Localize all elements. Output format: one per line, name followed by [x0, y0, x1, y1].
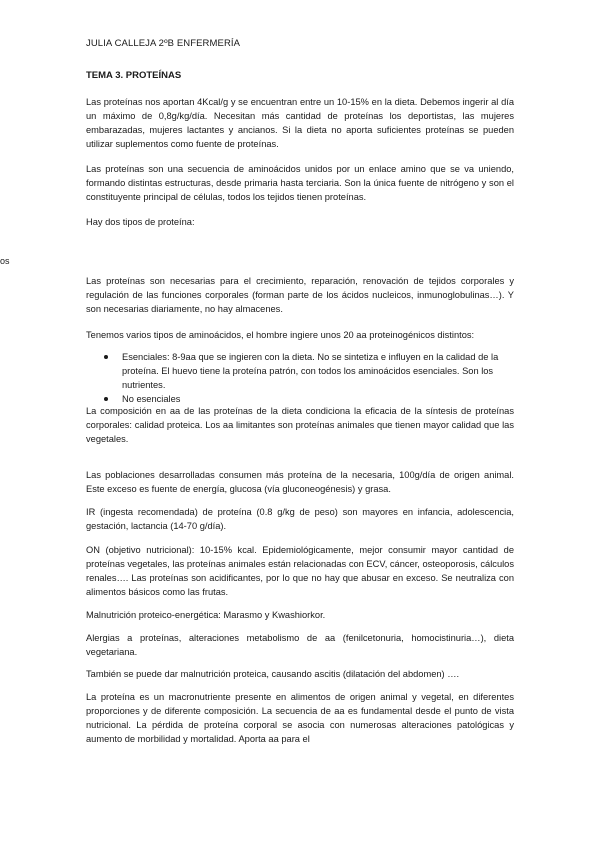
paragraph-amino-sequence: Las proteínas son una secuencia de aminoácidos unidos por un enlace amino que se va uniendo, formando distintas estructuras, desde primaria hasta terciaria. Son la única fuente de nitrógeno y son el constituyente principal de células, todos los tejidos tienen proteínas. [86, 164, 514, 202]
paragraph-malnutrition: Malnutrición proteico-energética: Marasmo y Kwashiorkor. [86, 610, 326, 620]
paragraph-recommended-intake: IR (ingesta recomendada) de proteína (0.8 g/kg de peso) son mayores en infancia, adolescencia, gestación, lactancia (14-70 g/día). [86, 507, 514, 531]
document-header: JULIA CALLEJA 2ºB ENFERMERÍA [86, 38, 241, 49]
section-title: TEMA 3. PROTEÍNAS [86, 70, 182, 81]
paragraph-composition: La composición en aa de las proteínas de la dieta condiciona la eficacia de la síntesis de proteínas corporales: calidad proteica. Los aa limitantes son proteínas animales que tienen mayor calidad que las vegetales. [86, 406, 514, 444]
amino-acid-list [104, 350, 514, 406]
paragraph-allergies: Alergias a proteínas, alteraciones metabolismo de aa (fenilcetonuria, homocistinuria…), dieta vegetariana. [86, 633, 514, 657]
list-item-text: Esenciales: 8-9aa que se ingieren con la dieta. No se sintetiza e influyen en la calidad de la proteína. El huevo tiene la proteína patrón, con todos los aminoácidos esenciales. Son los nutrientes. [122, 352, 499, 390]
paragraph-nutritional-objective: ON (objetivo nutricional): 10-15% kcal. Epidemiológicamente, mejor consumir mayor cantidad de proteínas vegetales, las proteínas animales están relacionadas con ECV, cáncer, osteoporosis, cálculos renales…. Las proteínas son acidificantes, por lo que no hay que abusar en exceso. Se neutraliza con alimentos básicos como las frutas. [86, 545, 514, 597]
paragraph-developed-populations: Las poblaciones desarrolladas consumen más proteína de la necesaria, 100g/día de origen animal. Este exceso es fuente de energía, glucosa (vía gluconeogénesis) y grasa. [86, 470, 514, 494]
stray-text: os [0, 256, 10, 266]
paragraph-amino-types: Tenemos varios tipos de aminoácidos, el hombre ingiere unos 20 aa proteinogénicos distintos: [86, 330, 475, 340]
paragraph-ascites: También se puede dar malnutrición proteica, causando ascitis (dilatación del abdomen) …. [86, 669, 460, 679]
list-item [104, 350, 514, 392]
list-item-text: No esenciales [122, 394, 181, 404]
paragraph-calories: Las proteínas nos aportan 4Kcal/g y se encuentran entre un 10-15% en la dieta. Debemos ingerir al día un máximo de 0,8g/kg/día. Necesitan más cantidad de proteínas los deportistas, las mujeres embarazadas, mujeres lactantes y ancianos. Si la dieta no aporta suficientes proteínas se pueden utilizar suplementos como fuente de proteínas. [86, 97, 514, 149]
bullet-icon [104, 397, 108, 401]
paragraph-functions: Las proteínas son necesarias para el crecimiento, reparación, renovación de tejidos corporales y regulación de las funciones corporales (forman parte de los ácidos nucleicos, inmunoglobulinas…). Y son necesarias diariamente, no hay almacenes. [86, 276, 514, 314]
paragraph-protein-types: Hay dos tipos de proteína: [86, 217, 195, 227]
bullet-icon [104, 355, 108, 359]
paragraph-macronutrient: La proteína es un macronutriente presente en alimentos de origen animal y vegetal, en diferentes proporciones y de diferente composición. La secuencia de aa es fundamental desde el punto de vista nutricional. La pérdida de proteína corporal se asocia con numerosas alteraciones patológicas y aumento de morbilidad y mortalidad. Aporta aa para el [86, 692, 514, 744]
